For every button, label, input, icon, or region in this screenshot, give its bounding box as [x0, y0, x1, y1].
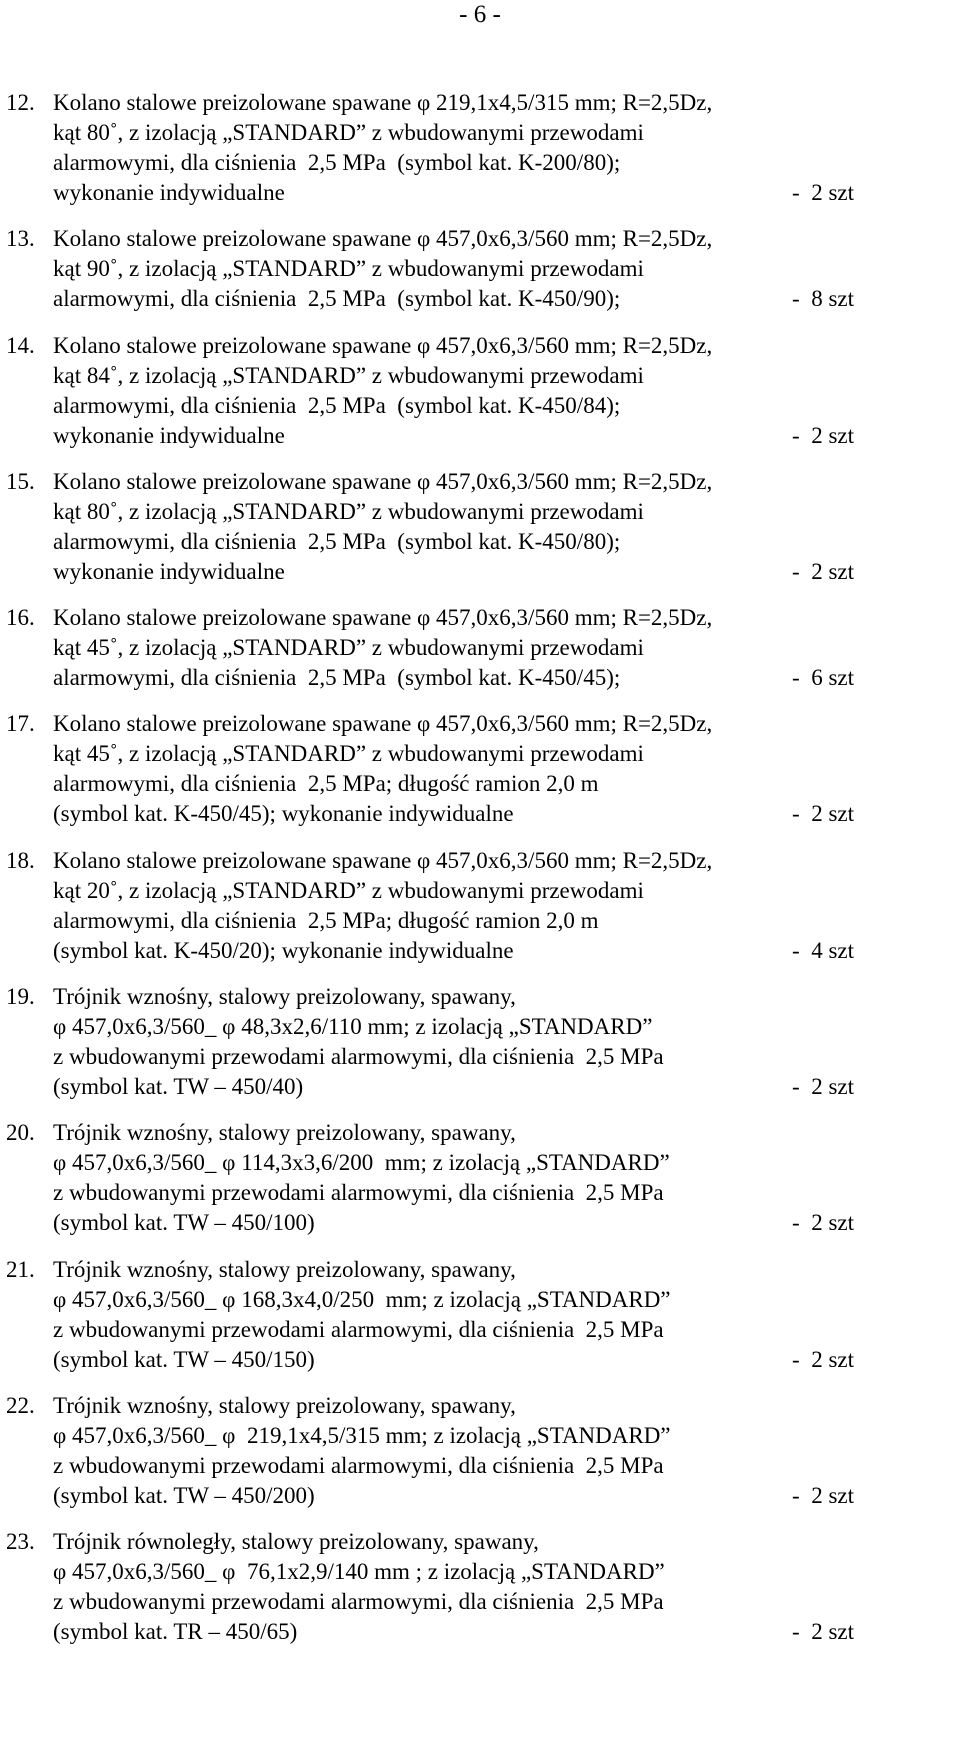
item-description-line: alarmowymi, dla ciśnienia 2,5 MPa; długość ramion 2,0 m [53, 907, 599, 933]
item-description-line: φ 457,0x6,3/560_ φ 219,1x4,5/315 mm; z izolacją „STANDARD” [53, 1422, 671, 1448]
item-description-line: z wbudowanymi przewodami alarmowymi, dla ciśnienia 2,5 MPa [53, 1452, 664, 1478]
item-last-line [53, 178, 854, 208]
item-description-line: z wbudowanymi przewodami alarmowymi, dla ciśnienia 2,5 MPa [53, 1316, 664, 1342]
list-item [0, 88, 960, 208]
list-item [0, 1391, 960, 1511]
item-quantity: - 2 szt [792, 180, 854, 205]
item-description-line: Trójnik wznośny, stalowy preizolowany, spawany, [53, 1256, 516, 1282]
item-number: 23. [6, 1529, 35, 1555]
item-description-line: Kolano stalowe preizolowane spawane φ 457,0x6,3/560 mm; R=2,5Dz, [53, 847, 713, 873]
item-description-line: kąt 90˚, z izolacją „STANDARD” z wbudowanymi przewodami [53, 256, 644, 282]
item-description-line: alarmowymi, dla ciśnienia 2,5 MPa (symbol kat. K-450/45); [53, 665, 621, 691]
item-description-line: Trójnik wznośny, stalowy preizolowany, spawany, [53, 1120, 516, 1146]
item-number: 20. [6, 1120, 35, 1146]
list-item [0, 982, 960, 1102]
item-description-line: kąt 80˚, z izolacją „STANDARD” z wbudowanymi przewodami [53, 498, 644, 524]
list-item [0, 846, 960, 966]
item-description-line: (symbol kat. TW – 450/40) [53, 1074, 304, 1100]
item-description-line: Kolano stalowe preizolowane spawane φ 457,0x6,3/560 mm; R=2,5Dz, [53, 332, 713, 358]
item-last-line [53, 1208, 854, 1238]
item-number: 16. [6, 605, 35, 631]
item-description-line: φ 457,0x6,3/560_ φ 76,1x2,9/140 mm ; z izolacją „STANDARD” [53, 1559, 665, 1585]
item-description-line: wykonanie indywidualne [53, 422, 285, 448]
item-number: 17. [6, 711, 35, 737]
item-quantity: - 2 szt [792, 1619, 854, 1645]
item-quantity: - 8 szt [792, 286, 854, 312]
item-description-line: Trójnik wznośny, stalowy preizolowany, spawany, [53, 1392, 516, 1418]
item-quantity: - 2 szt [792, 1074, 854, 1100]
list-item [0, 1118, 960, 1238]
item-description-line: alarmowymi, dla ciśnienia 2,5 MPa (symbol kat. K-450/84); [53, 392, 621, 418]
item-description-line: z wbudowanymi przewodami alarmowymi, dla ciśnienia 2,5 MPa [53, 1589, 664, 1615]
item-description-line: (symbol kat. TW – 450/100) [53, 1210, 315, 1236]
item-description-line: kąt 45˚, z izolacją „STANDARD” z wbudowanymi przewodami [53, 741, 644, 767]
item-description-line: z wbudowanymi przewodami alarmowymi, dla ciśnienia 2,5 MPa [53, 1044, 664, 1070]
item-last-line [53, 1481, 854, 1511]
list-item [0, 1527, 960, 1647]
item-description-line: kąt 80˚, z izolacją „STANDARD” z wbudowanymi przewodami [53, 120, 644, 145]
item-description-line: kąt 45˚, z izolacją „STANDARD” z wbudowanymi przewodami [53, 635, 644, 661]
item-description-line: φ 457,0x6,3/560_ φ 48,3x2,6/110 mm; z izolacją „STANDARD” [53, 1014, 653, 1040]
item-description-line: φ 457,0x6,3/560_ φ 168,3x4,0/250 mm; z izolacją „STANDARD” [53, 1286, 671, 1312]
item-quantity: - 2 szt [792, 422, 854, 448]
item-number: 19. [6, 984, 35, 1010]
item-number: 21. [6, 1256, 35, 1282]
item-description-line: kąt 84˚, z izolacją „STANDARD” z wbudowanymi przewodami [53, 362, 644, 388]
item-last-line [53, 421, 854, 451]
item-description-line: z wbudowanymi przewodami alarmowymi, dla ciśnienia 2,5 MPa [53, 1180, 664, 1206]
item-number: 15. [6, 468, 35, 494]
item-quantity: - 4 szt [792, 937, 854, 963]
item-description-line: wykonanie indywidualne [53, 180, 285, 205]
item-last-line [53, 284, 854, 314]
item-description-line: wykonanie indywidualne [53, 558, 285, 584]
item-description-line: Trójnik wznośny, stalowy preizolowany, spawany, [53, 984, 516, 1010]
item-description-line: Trójnik równoległy, stalowy preizolowany, spawany, [53, 1529, 539, 1555]
item-last-line [53, 936, 854, 966]
item-last-line [53, 1345, 854, 1375]
item-description-line: kąt 20˚, z izolacją „STANDARD” z wbudowanymi przewodami [53, 877, 644, 903]
item-description-line: alarmowymi, dla ciśnienia 2,5 MPa (symbol kat. K-200/80); [53, 150, 621, 175]
item-quantity: - 2 szt [792, 801, 854, 827]
item-last-line [53, 557, 854, 587]
list-item [0, 467, 960, 587]
item-quantity: - 2 szt [792, 558, 854, 584]
item-number: 14. [6, 332, 35, 358]
list-item [0, 224, 960, 314]
item-description-line: (symbol kat. TW – 450/200) [53, 1482, 315, 1508]
list-item [0, 709, 960, 829]
item-list [0, 88, 960, 1664]
item-last-line [53, 1072, 854, 1102]
item-description-line: alarmowymi, dla ciśnienia 2,5 MPa (symbol kat. K-450/80); [53, 528, 621, 554]
item-last-line [53, 799, 854, 829]
item-description-line: (symbol kat. K-450/20); wykonanie indywidualne [53, 937, 514, 963]
item-description-line: Kolano stalowe preizolowane spawane φ 457,0x6,3/560 mm; R=2,5Dz, [53, 711, 713, 737]
item-description-line: (symbol kat. TW – 450/150) [53, 1346, 315, 1372]
item-description-line: Kolano stalowe preizolowane spawane φ 457,0x6,3/560 mm; R=2,5Dz, [53, 605, 713, 631]
item-description-line: (symbol kat. K-450/45); wykonanie indywidualne [53, 801, 514, 827]
item-last-line [53, 1617, 854, 1647]
list-item [0, 603, 960, 693]
item-description-line: alarmowymi, dla ciśnienia 2,5 MPa; długość ramion 2,0 m [53, 771, 599, 797]
item-description-line: Kolano stalowe preizolowane spawane φ 457,0x6,3/560 mm; R=2,5Dz, [53, 226, 713, 252]
item-description-line: alarmowymi, dla ciśnienia 2,5 MPa (symbol kat. K-450/90); [53, 286, 621, 312]
item-description-line: φ 457,0x6,3/560_ φ 114,3x3,6/200 mm; z izolacją „STANDARD” [53, 1150, 670, 1176]
item-quantity: - 2 szt [792, 1482, 854, 1508]
item-number: 12. [6, 90, 35, 115]
list-item [0, 331, 960, 451]
item-quantity: - 2 szt [792, 1346, 854, 1372]
item-number: 22. [6, 1392, 35, 1418]
item-description-line: Kolano stalowe preizolowane spawane φ 457,0x6,3/560 mm; R=2,5Dz, [53, 468, 713, 494]
item-description-line: (symbol kat. TR – 450/65) [53, 1619, 298, 1645]
item-number: 13. [6, 226, 35, 252]
list-item [0, 1255, 960, 1375]
page-number: - 6 - [459, 1, 501, 28]
item-quantity: - 6 szt [792, 665, 854, 691]
item-description-line: Kolano stalowe preizolowane spawane φ 219,1x4,5/315 mm; R=2,5Dz, [53, 90, 713, 115]
item-quantity: - 2 szt [792, 1210, 854, 1236]
item-last-line [53, 663, 854, 693]
item-number: 18. [6, 847, 35, 873]
